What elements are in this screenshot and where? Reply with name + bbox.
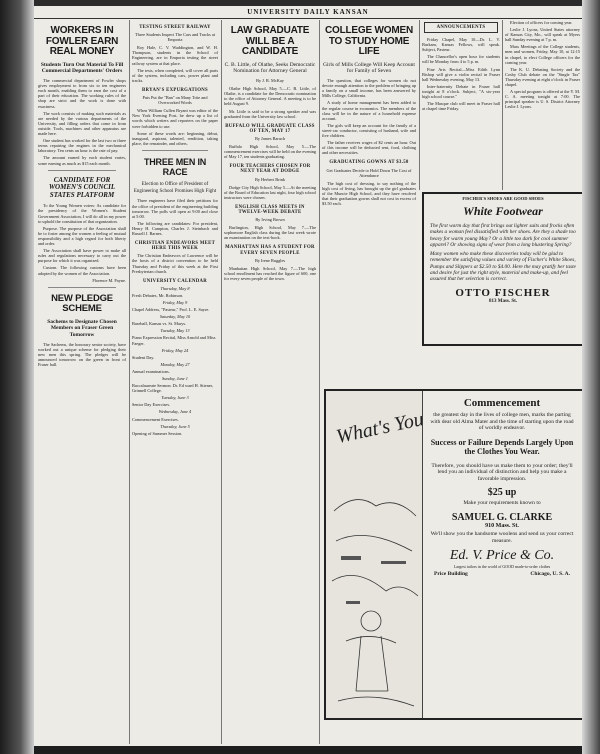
calendar-entry: Student Day. bbox=[132, 354, 155, 360]
calendar-entry: Saturday, May 10 bbox=[159, 314, 191, 320]
byline: By Irving Brown bbox=[255, 217, 285, 223]
byline: By James Baruch bbox=[254, 135, 286, 141]
headline-college-women: COLLEGE WOMEN TO STUDY HOME LIFE bbox=[325, 25, 413, 57]
calendar-entry: Thursday, June 5 bbox=[160, 423, 190, 429]
announcement: The K. U. Debating Society and the Cosby Club debate on the "Single Tax" Thursday evening at eight o'clock in Fraser chapel. bbox=[505, 66, 580, 88]
paragraph: The Association shall have power to make all rules and regulations necessary to carry out the purpose for which it was organized. bbox=[38, 248, 126, 264]
subhead-gowns: Get Graduates Decide to Hold Down The Cost of Attendance bbox=[326, 167, 412, 178]
paragraph: When William Cullen Bryant was editor of the New York Evening Post, he drew up a list of words which writers and reporters on the paper were forbidden to use. bbox=[132, 108, 218, 129]
headline-english-class: ENGLISH CLASS MEETS IN TWELVE-WEEK DEBATE bbox=[235, 204, 305, 215]
paragraph: Mr. Little is said to be a strong speaker and was graduated from the University law school. bbox=[224, 108, 316, 119]
paragraph: The commercial department of Fowler shops gives employment to from six to ten engineers each month, enabling them to earn the cost of a part of their education. The working rules of the shop are strict and the work is done with exactness. bbox=[38, 78, 126, 109]
paragraph: The following are candidates: For president, Henry H. Campton, Charles J. Steinbach and Russell J. Barnes. bbox=[132, 220, 218, 237]
announcement: Friday Chapel, May 10—Dr. L. V. Burkam, Kansas Fellows, will speak. Subject, Pasteur. bbox=[422, 37, 500, 53]
paragraph: Roy Hale, C. V. Waddington, and W. H. Thompson, students in the School of Engineering, are in Emporia testing the street railway system at that place. bbox=[132, 45, 218, 66]
footer-left: Price Building bbox=[434, 571, 468, 578]
clarke-ad-paragraph: Make your requirements known to bbox=[463, 500, 541, 507]
paragraph: Manhattan High School, May 7.—The high school enrollment has reached the figure of 600, one for every seven people of the town. bbox=[224, 265, 316, 281]
ad-paragraph: Many women who make these discoveries today will be glad to remember the satisfying values and variety of Fischer's White Shoes, Pumps and Slippers at $2.50 to $4.00. Here the may gratify her taste and desire for just the right style, material and make-up, and feel assured that her selection is correct. bbox=[430, 251, 576, 283]
column-3 bbox=[224, 20, 316, 744]
calendar-entry: Opening of Summer Session. bbox=[132, 430, 183, 436]
headline-bryan: BRYAN'S EXPURGATIONS bbox=[142, 87, 208, 93]
ad-caption: FISCHER'S SHOES ARE GOOD SHOES bbox=[462, 196, 544, 201]
subhead-bryan: Puts Put the "Ban" on Many Trite and Overworked Words bbox=[142, 95, 208, 106]
announcements-title: ANNOUNCEMENTS bbox=[424, 22, 498, 33]
paragraph: The question, that colleges for women do not devote enough attention to the problem of bringing up a family on a small income, has been answered by Mills College, California. bbox=[322, 78, 416, 99]
clarke-ad-slogan: Success or Failure Depends Largely Upon the Clothes You Wear. bbox=[430, 437, 574, 457]
paragraph: A study of home management has been added to the regular course in economics. The members of the class will be in the nature of a household expense account. bbox=[322, 100, 416, 121]
paragraph: Burlington, High School, May 7.—The sophomore English class during the last week wrote an examination on the text-book. bbox=[224, 225, 316, 241]
announcement: Mass Meetings of the College students, men and women, Friday, May 10, at 12:15 in chapel, to elect College officers for the coming year. bbox=[505, 44, 580, 65]
column-1 bbox=[38, 20, 126, 744]
calendar-entry: Baseball, Kansas vs. St. Marys. bbox=[132, 321, 187, 327]
paragraph: The amount earned by each student varies, some earning as much as $15 each month. bbox=[38, 155, 126, 166]
calendar-entry: Thursday, May 8 bbox=[160, 285, 190, 291]
newspaper-page bbox=[34, 6, 582, 746]
subhead-college-women: Girls of Mills College Will Keep Account for Family of Seven bbox=[323, 61, 415, 75]
column-rule bbox=[221, 20, 222, 744]
calendar-title: UNIVERSITY CALENDAR bbox=[142, 278, 208, 284]
calendar-entry: Senior Day Exercises. bbox=[132, 402, 171, 408]
signature: Florence M. Payne. bbox=[92, 277, 126, 283]
subhead-testing-railway: Three Students Inspect The Cars and Tracks at Emporia bbox=[135, 32, 215, 43]
ad-store-name: OTTO FISCHER bbox=[455, 286, 551, 299]
separator bbox=[48, 287, 116, 288]
column-2 bbox=[132, 20, 218, 744]
paragraph: The girls will keep an account for the family of a street-car conductor, consisting of husband, wife and five children. bbox=[322, 122, 416, 139]
right-page-edge bbox=[582, 0, 600, 754]
paragraph: The father receives wages of $2 cents an hour. Out of this income will be deducted rent, food, clothing and other necessities. bbox=[322, 140, 416, 156]
masthead: UNIVERSITY DAILY KANSAN bbox=[34, 6, 582, 19]
headline-four-teachers: FOUR TEACHERS CHOSEN FOR NEXT YEAR AT DODGE bbox=[229, 164, 311, 175]
column-rule bbox=[129, 20, 130, 744]
column-rule bbox=[502, 20, 503, 190]
clarke-ad-paragraph: the greatest day in the lives of college men, marks the parting with dear old Alma Mater and the time of starting upon the road of worldly endeavor. bbox=[430, 412, 574, 432]
announcement: A special program is offered at the Y. M. C. A. meeting tonight at 7:00. The principal speaker is U. S. District Attorney Leslie J. Lyons. bbox=[505, 89, 580, 110]
headline-three-men: THREE MEN IN RACE bbox=[143, 156, 207, 178]
ad-store-address: 813 Mass. St. bbox=[488, 298, 518, 304]
column-5 bbox=[422, 20, 500, 190]
announcement: Election of officers for coming year. bbox=[510, 20, 573, 25]
separator bbox=[48, 170, 116, 171]
calendar-entry: Baccalaureate Sermon. Dr. Ed ward H. Stiener, Grinnell College. bbox=[132, 383, 213, 394]
paragraph: Buffalo High School, May 5.—The commencement exercises will be held on the evening of May 17, ten students graduating. bbox=[224, 144, 316, 160]
clarke-ad-name: SAMUEL G. CLARKE bbox=[451, 511, 553, 523]
column-6 bbox=[505, 20, 580, 190]
announcement: Fine Arts Recital—Miss Edith Lynn Bishop will give a violin recital in Fraser hall Wednesday evening, May 13. bbox=[422, 66, 500, 82]
calendar-list bbox=[132, 286, 218, 436]
byline: By Irene Ruggles bbox=[254, 257, 286, 263]
column-rule bbox=[319, 20, 320, 744]
paragraph: To the Young Women voters: As candidate for the presidency of the Women's Student Government Association, I will do all in my power to uphold the constitution of that organization. bbox=[38, 203, 126, 224]
paragraph: The Sachems, the honorary senior society, have worked out a unique scheme for pledging their new men this spring. The pledges will be announced tomorrow on the green in front of Fraser hall. bbox=[38, 342, 126, 368]
subhead-law-graduate: C. B. Little, of Olathe, Seeks Democratic Nomination for Attorney General bbox=[224, 61, 316, 75]
ad-paragraph: The first warm day that first brings out lighter suits and frocks often makes a woman feel dissatisfied with her shoes. Are they a shade too heavy for warm young May? Or a little too dark for cool summer apparel? Or showing signs of wear from a long blustering Spring? bbox=[430, 223, 576, 248]
paragraph: Custom. The following customs have been adopted by the women of the Association. bbox=[38, 265, 126, 276]
paragraph: The tests, when completed, will cover all parts of the system, including cars, power plant and tracks. bbox=[132, 67, 218, 83]
byline: By Herbert Brink bbox=[254, 176, 286, 182]
announcement: The Chancellor's open hour for students will be Monday from 4 to 5 p. m. bbox=[422, 54, 500, 65]
ad-title: White Footwear bbox=[463, 204, 543, 218]
calendar-entry: Tuesday, May 13 bbox=[160, 328, 190, 334]
calendar-entry: Chapel Address, "Pasteur," Prof. L. E. Sayre. bbox=[132, 307, 210, 313]
fischer-shoes-ad bbox=[422, 192, 582, 346]
column-rule bbox=[419, 20, 420, 190]
clarke-ad-paragraph: Therefore, you should have us make them to your order; they'll lend you an individual of distinction and help you make a favorable impression. bbox=[431, 462, 573, 482]
paragraph: The work consists of making such materials as are needed by the various departments of the University, and filling orders that come in from outside. Tools, machines and other apparatus are made here. bbox=[38, 110, 126, 137]
calendar-entry: Tuesday, June 3 bbox=[161, 395, 189, 401]
announcement: The Masque club will meet in Fraser hall at chapel time Friday. bbox=[422, 101, 500, 112]
byline: By J. R. McKay bbox=[256, 78, 284, 84]
paragraph: Purpose. The purpose of the Association shall be to foster among the women a feeling of mutual responsibility and a high regard for both liberty and order. bbox=[38, 225, 126, 247]
clarke-ad-text bbox=[426, 391, 578, 579]
calendar-entry: Monday, May 27 bbox=[160, 361, 190, 367]
subhead-workers-fowler: Students Turn Out Material To Fill Commercial Departments' Orders bbox=[40, 61, 124, 75]
calendar-entry: Annual examinations. bbox=[132, 368, 170, 374]
paragraph: The high cost of dressing, to say nothing of the high cost of living, has brought up the girl graduates of the Muncie High School, and they have resolved that their graduation gowns shall not cost in excess of $3.50 each. bbox=[322, 180, 416, 207]
calendar-entry: Piano Expression Recital, Miss Arnold and Miss Faeger. bbox=[132, 335, 216, 346]
clarke-ad-paragraph: We'll show you the handsome woolens and send us your correct measure. bbox=[430, 530, 574, 544]
paragraph: Some of these words are: beginning, debut, inaugural, aspirant, talented, rendition, taking place, the remainder, and others. bbox=[132, 130, 218, 146]
calendar-entry: Fresh Debates, Mr. Robinson. bbox=[132, 292, 184, 298]
announcement: Inter-fraternity Debate in Fraser hall tonight at 8 o'clock. Subject, "A six-year high school course." bbox=[422, 83, 500, 100]
clarke-ad-footer bbox=[434, 571, 570, 577]
calendar-entry: Commencement Exercises. bbox=[132, 416, 179, 422]
paragraph: Three engineers have filed their petitions for the office of president of the engineering building tomorrow. The polls will open at 9:00 and close at 5:00. bbox=[132, 198, 218, 219]
calendar-entry: Friday, May 24 bbox=[161, 347, 189, 353]
subhead-three-men: Election to Office of President of Engineering School Promises High Fight bbox=[133, 181, 217, 194]
clarke-ad-title: Commencement bbox=[463, 397, 541, 409]
bottom-shadow bbox=[34, 746, 582, 754]
paragraph: Olathe High School, May 5.—C. B. Little, of Olathe, is a candidate for the Democratic nomination to the office of Attorney General. A meeting is to be held August 9. bbox=[224, 86, 316, 107]
illustration-caption: What's Your bbox=[334, 406, 422, 448]
clarke-tailor-ad bbox=[324, 389, 582, 720]
clarke-ad-price: $25 up bbox=[487, 487, 517, 499]
clarke-ad-small: Largest tailors in the world of GOOD made-to-order clothes bbox=[453, 564, 551, 570]
headline-manhattan: MANHATTAN HAS A STUDENT FOR EVERY SEVEN PEOPLE bbox=[225, 245, 315, 256]
calendar-entry: Sunday, June 1 bbox=[162, 376, 188, 381]
headline-gowns: GRADUATING GOWNS AT $3.50 bbox=[329, 160, 409, 166]
calendar-entry: Friday, May 9 bbox=[162, 299, 188, 305]
paragraph: Dodge City High School, May 5.—At the meeting of the Board of Education last night, four high school instructors were chosen. bbox=[224, 184, 316, 200]
illustration-drawing bbox=[326, 391, 422, 718]
tailor-illustration bbox=[326, 391, 423, 718]
headline-law-graduate: LAW GRADUATE WILL BE A CANDIDATE bbox=[230, 25, 310, 57]
subhead-new-pledge: Sachems to Designate Chosen Members on Fraser Green Tomorrow bbox=[47, 318, 117, 339]
left-page-edge bbox=[0, 0, 34, 754]
paragraph: One student has worked for the last two or three terms repairing the engines in the mechanical laboratory. Ten cents an hour is the rate of pay. bbox=[38, 138, 126, 154]
announcement: Leslie J. Lyons, United States attorney of Kansas City, Mo., will speak at Myers hall Sunday evening at 7 p. m. bbox=[505, 27, 580, 43]
paragraph: The Christian Endeavors of Lawrence will be the hosts of a district convention to be held Thursday and Friday of this week at the First Presbyterian church. bbox=[132, 253, 218, 274]
separator bbox=[142, 150, 208, 151]
calendar-entry: Wednesday, June 4 bbox=[158, 409, 192, 415]
price-co-logo: Ed. V. Price & Co. bbox=[449, 548, 555, 564]
column-4 bbox=[322, 20, 416, 386]
clarke-ad-address: 910 Mass. St. bbox=[485, 522, 519, 529]
headline-new-pledge: NEW PLEDGE SCHEME bbox=[51, 292, 113, 315]
headline-workers-fowler: WORKERS IN FOWLER EARN REAL MONEY bbox=[45, 25, 119, 57]
headline-christian-endeavors: CHRISTIAN ENDEAVORS MEET HERE THIS WEEK bbox=[134, 241, 216, 252]
headline-candidate-women: CANDIDATE FOR WOMEN'S COUNCIL STATES PLATFORM bbox=[48, 175, 116, 199]
headline-buffalo: BUFFALO WILL GRADUATE CLASS OF TEN, MAY 17 bbox=[225, 123, 315, 134]
footer-right: Chicago, U. S. A. bbox=[530, 571, 570, 578]
headline-testing-railway: TESTING STREET RAILWAY bbox=[139, 25, 211, 30]
